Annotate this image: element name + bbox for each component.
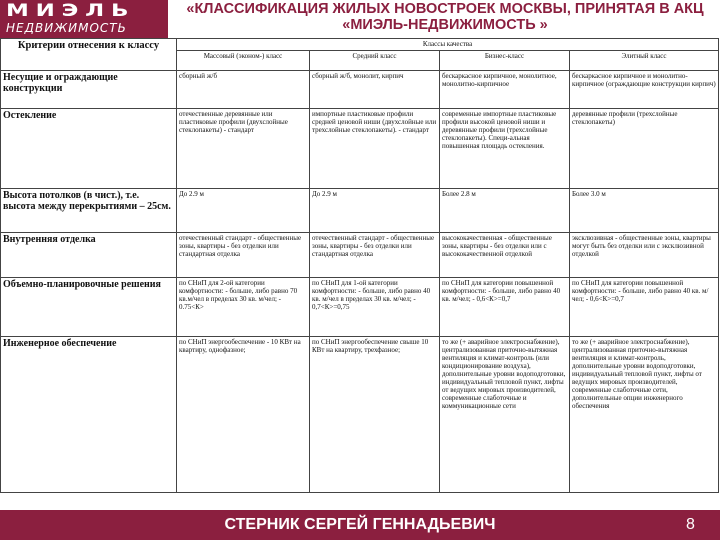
- table-cell: Более 2.8 м: [440, 189, 570, 233]
- company-logo: [0, 0, 168, 38]
- table-cell: по СНиП для 2-ой категории комфортности: - больше, либо равно 70 кв.м/чел в пределах 30 кв. м/чел; - 0.75<К>: [177, 278, 310, 337]
- table-cell: До 2.9 м: [310, 189, 440, 233]
- class-header-elite: Элитный класс: [570, 51, 719, 71]
- criterion-label: Несущие и ограждающие конструкции: [1, 71, 177, 109]
- table-cell: то же (+ аварийное электроснабжение), централизованная приточно-вытяжная вентиляция и климат-контроль, дополнительные уровни водоподготовки, индивидуальный тепловой пункт, лифты от ведущих мировых производителей, современные слаботочные сети, дополнительные опции инженерного обеспечения: [570, 337, 719, 493]
- criteria-header: Критерии отнесения к классу: [1, 39, 177, 71]
- table-cell: по СНиП для категории повышенной комфортности: - больше, либо равно 40 кв. м/чел; - 0,6<К>=0,7: [440, 278, 570, 337]
- criterion-label: Внутренняя отделка: [1, 233, 177, 278]
- table-cell: современные импортные пластиковые профили высокой ценовой ниши и деревянные профили (трехслойные стеклопакеты). Специ-альная повышенная площадь остекления.: [440, 109, 570, 189]
- table-cell: бескаркасное кирпичное и монолитно-кирпичное (ограждающие конструкции кирпич): [570, 71, 719, 109]
- table-cell: по СНиП для 1-ой категории комфортности: - больше, либо равно 40 кв. м/чел в пределах 30 кв. м/чел; - 0,7<К>=0,75: [310, 278, 440, 337]
- criterion-label: Инженерное обеспечение: [1, 337, 177, 493]
- table-cell: отечественные деревянные или пластиковые профили (двухслойные стеклопакеты) - стандарт: [177, 109, 310, 189]
- table-cell: по СНиП энергообеспечение свыше 10 КВт на квартиру, трехфазное;: [310, 337, 440, 493]
- header: [0, 0, 720, 38]
- table-cell: отечественный стандарт - общественные зоны, квартиры - без отделки или стандартная отделка: [310, 233, 440, 278]
- class-header-middle: Средний класс: [310, 51, 440, 71]
- table-row: [1, 233, 719, 278]
- slide-title: «КЛАССИФИКАЦИЯ ЖИЛЫХ НОВОСТРОЕК МОСКВЫ, ПРИНЯТАЯ В АКЦ «МИЭЛЬ-НЕДВИЖИМОСТЬ »: [186, 1, 704, 33]
- table-cell: отечественный стандарт - общественные зоны, квартиры - без отделки или стандартная отделка: [177, 233, 310, 278]
- table-row: [1, 109, 719, 189]
- table-cell: эксклюзивная - общественные зоны, квартиры могут быть без отделки или с эксклюзивной отделкой: [570, 233, 719, 278]
- criterion-label: Высота потолков (в чист.), т.е. высота между перекрытиями – 25см.: [1, 189, 177, 233]
- table-cell: деревянные профили (трехслойные стеклопакеты): [570, 109, 719, 189]
- table-row: [1, 278, 719, 337]
- class-header-economy: Массовый (эконом-) класс: [177, 51, 310, 71]
- class-header-business: Бизнес-класс: [440, 51, 570, 71]
- table-row: [1, 189, 719, 233]
- author-name: СТЕРНИК СЕРГЕЙ ГЕННАДЬЕВИЧ: [224, 516, 496, 533]
- logo-sub-text: НЕДВИЖИМОСТЬ: [6, 21, 127, 35]
- footer-bar: [0, 510, 720, 540]
- quality-header: Классы качества: [177, 39, 719, 51]
- table-row: [1, 337, 719, 493]
- table-cell: бескаркасное кирпичное, монолитное, монолитно-кирпичное: [440, 71, 570, 109]
- table-cell: по СНиП для категории повышенной комфортности: - больше, либо равно 40 кв. м/чел; - 0,6<К>=0,7: [570, 278, 719, 337]
- criterion-label: Остекление: [1, 109, 177, 189]
- table-cell: Более 3.0 м: [570, 189, 719, 233]
- table-row: [1, 71, 719, 109]
- table-cell: импортные пластиковые профили средней ценовой ниши (двухслойные или трехслойные стеклопакеты). - стандарт: [310, 109, 440, 189]
- table-cell: высококачественная - общественные зоны, квартиры - без отделки или с высококачественной отделкой: [440, 233, 570, 278]
- table-cell: сборный ж/б: [177, 71, 310, 109]
- classification-table: [0, 38, 719, 493]
- page-number: 8: [686, 516, 695, 533]
- table-cell: по СНиП энергообеспечение - 10 КВт на квартиру, однофазное;: [177, 337, 310, 493]
- logo-main-text: МИЭЛЬ: [6, 1, 136, 21]
- table-cell: До 2.9 м: [177, 189, 310, 233]
- table-cell: то же (+ аварийное электроснабжение), централизованная приточно-вытяжная вентиляция и климат-контроль (или кондиционирование воздуха), дополнительные уровни водоподготовки, индивидуальный тепловой пункт, лифты от ведущих мировых производителей, современные слаботочные и коммуникационные сети: [440, 337, 570, 493]
- criterion-label: Объемно-планировочные решения: [1, 278, 177, 337]
- table-cell: сборный ж/б, монолит, кирпич: [310, 71, 440, 109]
